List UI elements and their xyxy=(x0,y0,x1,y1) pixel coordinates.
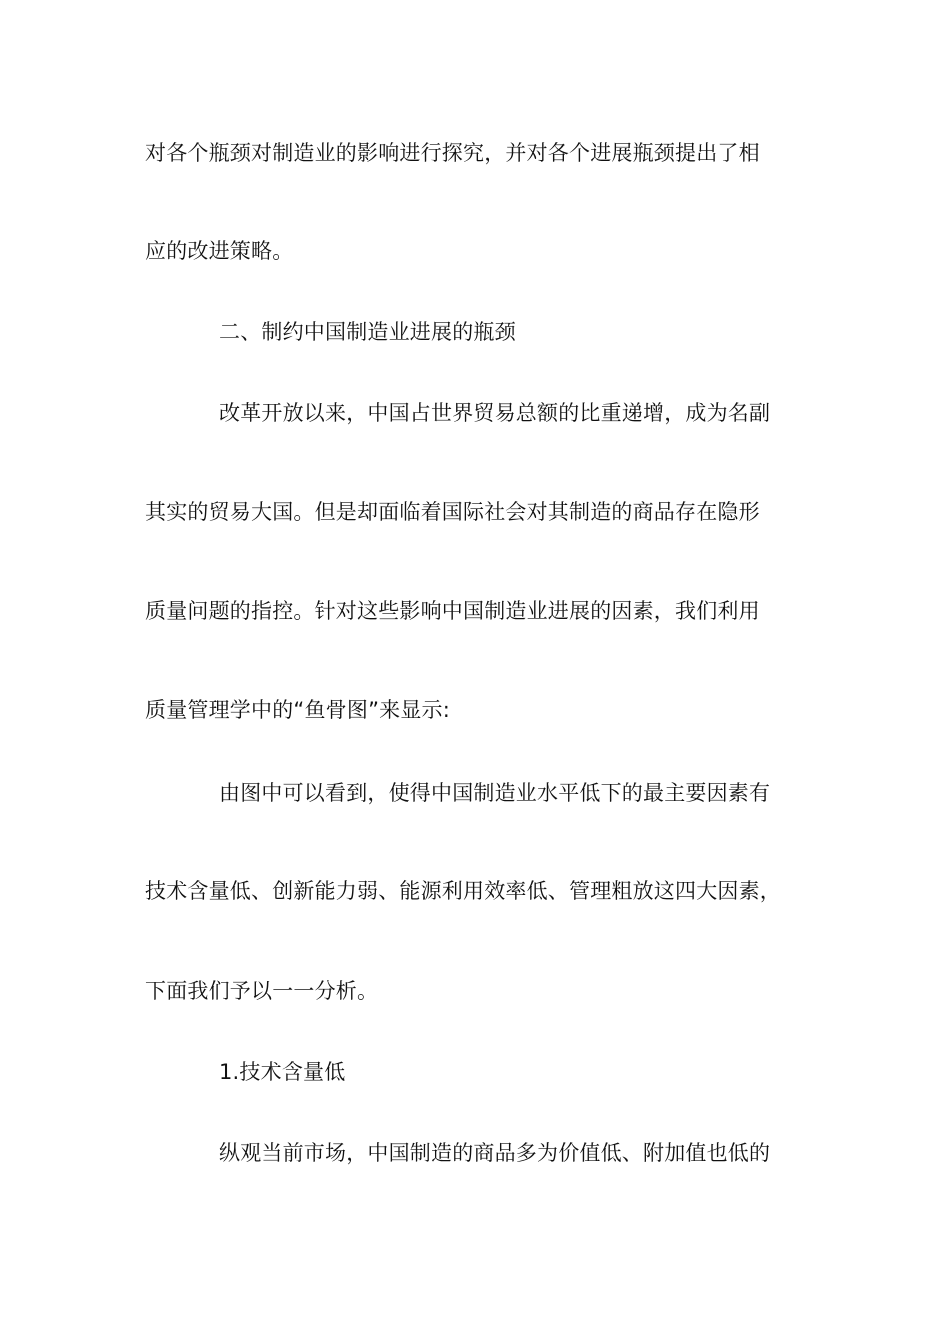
paragraph-line-10: 纵观当前市场，中国制造的商品多为价值低、附加值也低的 xyxy=(219,1141,771,1165)
paragraph-line-1: 对各个瓶颈对制造业的影响进行探究，并对各个进展瓶颈提出了相 xyxy=(145,141,760,165)
subsection-heading: 1.技术含量低 xyxy=(219,1060,346,1084)
section-heading: 二、制约中国制造业进展的瓶颈 xyxy=(219,320,516,344)
paragraph-line-6: 质量管理学中的“鱼骨图”来显示: xyxy=(145,698,451,722)
paragraph-line-4: 其实的贸易大国。但是却面临着国际社会对其制造的商品存在隐形 xyxy=(145,500,760,524)
paragraph-line-7: 由图中可以看到，使得中国制造业水平低下的最主要因素有 xyxy=(219,781,771,805)
paragraph-line-5: 质量问题的指控。针对这些影响中国制造业进展的因素，我们利用 xyxy=(145,599,760,623)
paragraph-line-8: 技术含量低、创新能力弱、能源利用效率低、管理粗放这四大因素， xyxy=(145,879,781,903)
paragraph-line-9: 下面我们予以一一分析。 xyxy=(145,979,379,1003)
paragraph-line-2: 应的改进策略。 xyxy=(145,239,294,263)
paragraph-line-3: 改革开放以来，中国占世界贸易总额的比重递增，成为名副 xyxy=(219,401,771,425)
